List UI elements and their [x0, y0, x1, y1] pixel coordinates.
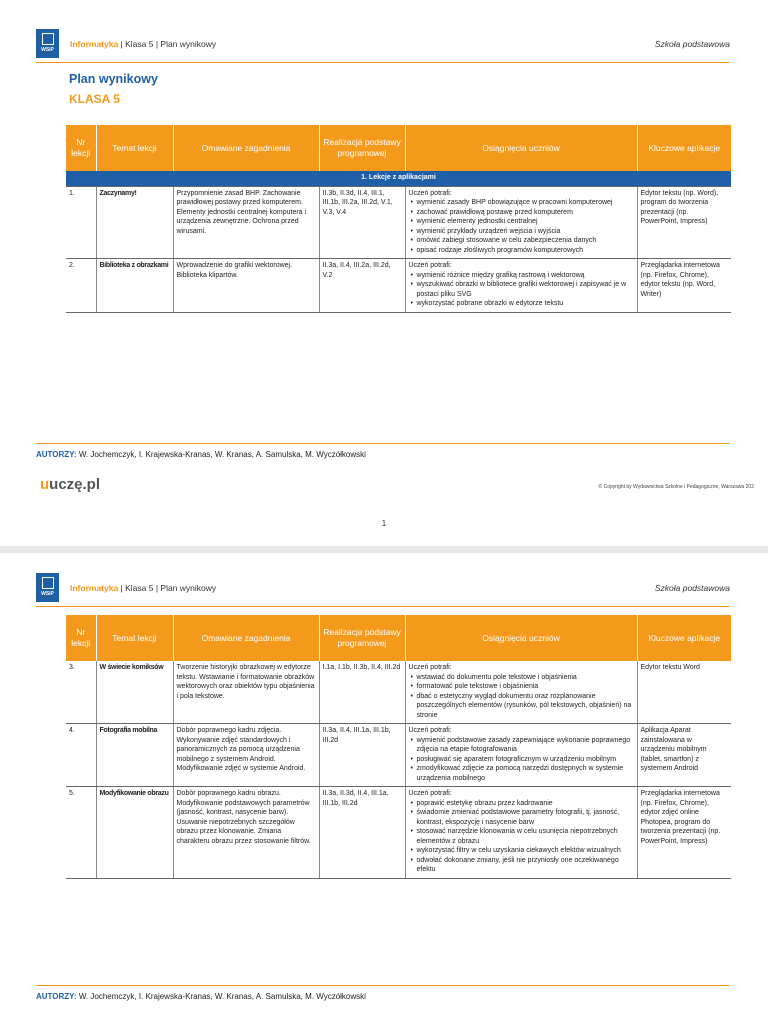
- plan-table-page-2: [66, 615, 731, 879]
- lesson-number: 3.: [66, 661, 96, 724]
- col-header-issues: Omawiane zagadnienia: [173, 125, 319, 171]
- table-row: [66, 259, 731, 313]
- col-header-topic: Temat lekcji: [96, 615, 173, 661]
- lesson-issues: Przypomnienie zasad BHP. Zachowanie prawidłowej postawy przed komputerem. Elementy jednostki centralnej komputera i urządzenia zewnętrzne. Ochrona przed wirusami.: [173, 186, 319, 259]
- lesson-achievements: [405, 787, 637, 879]
- header-doc-name: Plan wynikowy: [160, 583, 217, 593]
- achievement-item: • świadomie zmieniać podstawowe parametry fotografii, tj. jasność, kontrast, ekspozycję i nasycenie barw: [417, 808, 634, 827]
- header-subject: Informatyka: [70, 583, 119, 593]
- header-school: Szkoła podstawowa: [654, 583, 730, 593]
- copyright-note: © Copyright by Wydawnictwa Szkolne i Pedagogiczne, Warszawa 202: [598, 484, 754, 490]
- authors-footer: AUTORZY: W. Jochemczyk, I. Krajewska-Kranas, W. Kranas, A. Samulska, M. Wyczółkowski: [36, 985, 730, 1001]
- achievement-item: • wymienić różnice między grafiką rastrową i wektorową: [417, 271, 634, 281]
- lesson-topic: Zaczynamy!: [96, 186, 173, 259]
- achievement-item: • stosować narzędzie klonowania w celu usunięcia niepotrzebnych elementów z obrazu: [417, 827, 634, 846]
- page-header: [36, 29, 730, 63]
- lesson-achievements: [405, 186, 637, 259]
- achievement-item: • formatować pole tekstowe i objaśnienia: [417, 682, 634, 692]
- header-grade: Klasa 5: [125, 583, 154, 593]
- achievement-item: • wymienić przykłady urządzeń wejścia i wyjścia: [417, 227, 634, 237]
- lesson-core-curriculum: II.3b, II.3d, II.4, III.1, III.1b, III.2a, III.2d, V.1, V.3, V.4: [319, 186, 405, 259]
- section-header: 1. Lekcje z aplikacjami: [66, 171, 731, 186]
- col-header-issues: Omawiane zagadnienia: [173, 615, 319, 661]
- page-number: 1: [381, 519, 387, 528]
- lesson-apps: Edytor tekstu (np. Word), program do tworzenia prezentacji (np. PowerPoint, Impress): [637, 186, 731, 259]
- page-title: Plan wynikowy: [69, 72, 158, 86]
- wsip-logo: WSiP: [36, 29, 59, 58]
- lesson-core-curriculum: II.3a, II.3d, II.4, III.1a, III.1b, III.2d: [319, 787, 405, 879]
- lesson-achievements: [405, 259, 637, 313]
- lesson-issues: Wprowadzenie do grafiki wektorowej. Biblioteka klipartów.: [173, 259, 319, 313]
- col-header-core: Realizacja podstawy programowej: [319, 615, 405, 661]
- achievement-item: • posługiwać się aparatem fotograficznym w urządzeniu mobilnym: [417, 755, 634, 765]
- header-grade: Klasa 5: [125, 39, 154, 49]
- lesson-number: 1.: [66, 186, 96, 259]
- col-header-nr: Nr lekcji: [66, 125, 96, 171]
- header-school: Szkoła podstawowa: [654, 39, 730, 49]
- page-header: [36, 573, 730, 607]
- table-row: [66, 787, 731, 879]
- header-doc-name: Plan wynikowy: [160, 39, 217, 49]
- col-header-nr: Nr lekcji: [66, 615, 96, 661]
- lesson-topic: Biblioteka z obrazkami: [96, 259, 173, 313]
- authors-footer: AUTORZY: W. Jochemczyk, I. Krajewska-Kranas, W. Kranas, A. Samulska, M. Wyczółkowski: [36, 443, 730, 459]
- lesson-topic: W świecie komiksów: [96, 661, 173, 724]
- achievement-item: • wymienić zasady BHP obowiązujące w pracowni komputerowej: [417, 198, 634, 208]
- achievement-item: • wymienić elementy jednostki centralnej: [417, 217, 634, 227]
- lesson-achievements: [405, 661, 637, 724]
- lesson-topic: Fotografia mobilna: [96, 724, 173, 787]
- achievement-item: • zmodyfikować zdjęcie za pomocą narzędzi dostępnych w systemie urządzenia mobilnego: [417, 764, 634, 783]
- lesson-apps: Edytor tekstu Word: [637, 661, 731, 724]
- col-header-achievements: Osiągnięcia uczniów: [405, 125, 637, 171]
- page-subtitle: KLASA 5: [69, 92, 120, 106]
- achievement-item: • dbać o estetyczny wygląd dokumentu oraz rozplanowanie poszczególnych elementów (rysunków, pól tekstowych, objaśnień) na stronie: [417, 692, 634, 721]
- col-header-achievements: Osiągnięcia uczniów: [405, 615, 637, 661]
- lesson-achievements: [405, 724, 637, 787]
- achievements-intro: Uczeń potrafi:: [408, 664, 452, 671]
- lesson-topic: Modyfikowanie obrazu: [96, 787, 173, 879]
- lesson-apps: Przeglądarka internetowa (np. Firefox, Chrome), edytor zdjęć online Photopea, program do tworzenia prezentacji (np. PowerPoint, Impress): [637, 787, 731, 879]
- achievement-item: • wymienić podstawowe zasady zapewniające wykonanie poprawnego zdjęcia na etapie fotografowania: [417, 736, 634, 755]
- table-row: [66, 661, 731, 724]
- achievement-item: • wykorzystać filtry w celu uzyskania ciekawych efektów wizualnych: [417, 846, 634, 856]
- col-header-apps: Kluczowe aplikacje: [637, 125, 731, 171]
- achievement-item: • poprawić estetykę obrazu przez kadrowanie: [417, 799, 634, 809]
- lesson-apps: Aplikacja Aparat zainstalowana w urządzeniu mobilnym (tablet, smartfon) z systemem Android: [637, 724, 731, 787]
- lesson-core-curriculum: I.1a, I.1b, II.3b, II.4, III.2d: [319, 661, 405, 724]
- achievement-item: • wykorzystać pobrane obrazki w edytorze tekstu: [417, 299, 634, 309]
- achievement-item: • opisać rodzaje złośliwych programów komputerowych: [417, 246, 634, 256]
- header-breadcrumb: Informatyka | Klasa 5 | Plan wynikowy: [70, 583, 217, 593]
- col-header-core: Realizacja podstawy programowej: [319, 125, 405, 171]
- header-subject: Informatyka: [70, 39, 119, 49]
- achievement-item: • wstawiać do dokumentu pole tekstowe i objaśnienia: [417, 673, 634, 683]
- achievement-item: • zachować prawidłową postawę przed komputerem: [417, 208, 634, 218]
- achievement-item: • odwołać dokonane zmiany, jeśli nie przyniosły one oczekiwanego efektu: [417, 856, 634, 875]
- col-header-apps: Kluczowe aplikacje: [637, 615, 731, 661]
- document-page-2: [0, 553, 768, 1024]
- plan-table-page-1: [66, 125, 731, 313]
- lesson-number: 4.: [66, 724, 96, 787]
- header-breadcrumb: Informatyka | Klasa 5 | Plan wynikowy: [70, 39, 217, 49]
- table-row: [66, 186, 731, 259]
- achievements-intro: Uczeń potrafi:: [408, 262, 452, 269]
- lesson-number: 5.: [66, 787, 96, 879]
- achievements-intro: Uczeń potrafi:: [408, 727, 452, 734]
- lesson-apps: Przeglądarka internetowa (np. Firefox, Chrome), edytor tekstu (np. Word, Writer): [637, 259, 731, 313]
- wsip-logo: WSiP: [36, 573, 59, 602]
- lesson-core-curriculum: II.3a, II.4, III.1a, III.1b, III.2d: [319, 724, 405, 787]
- lesson-issues: Dobór poprawnego kadru zdjęcia. Wykonywanie zdjęć standardowych i panoramicznych za pomocą urządzenia mobilnego z systemem Android. Modyfikowanie zdjęć w systemie Android.: [173, 724, 319, 787]
- lesson-issues: Tworzenie historyjki obrazkowej w edytorze tekstu. Wstawianie i formatowanie obrazków wektorowych oraz obiektów typu objaśnienia i pola tekstowe.: [173, 661, 319, 724]
- ucze-pl-logo: uuczę.pl: [40, 476, 101, 493]
- lesson-core-curriculum: II.3a, II.4, III.2a, III.2d, V.2: [319, 259, 405, 313]
- achievements-intro: Uczeń potrafi:: [408, 790, 452, 797]
- achievement-item: • wyszukiwać obrazki w bibliotece grafiki wektorowej i zapisywać je w postaci pliku SVG: [417, 280, 634, 299]
- lesson-number: 2.: [66, 259, 96, 313]
- col-header-topic: Temat lekcji: [96, 125, 173, 171]
- achievement-item: • omówić zabiegi stosowane w celu zabezpieczenia danych: [417, 236, 634, 246]
- table-row: [66, 724, 731, 787]
- lesson-issues: Dobór poprawnego kadru obrazu. Modyfikowanie podstawowych parametrów (jasność, kontrast, nasycenie barw). Usuwanie niepotrzebnych szczegółów obrazu przez klonowanie. Zmiana charakteru obrazu przez stosowanie filtrów.: [173, 787, 319, 879]
- achievements-intro: Uczeń potrafi:: [408, 189, 452, 197]
